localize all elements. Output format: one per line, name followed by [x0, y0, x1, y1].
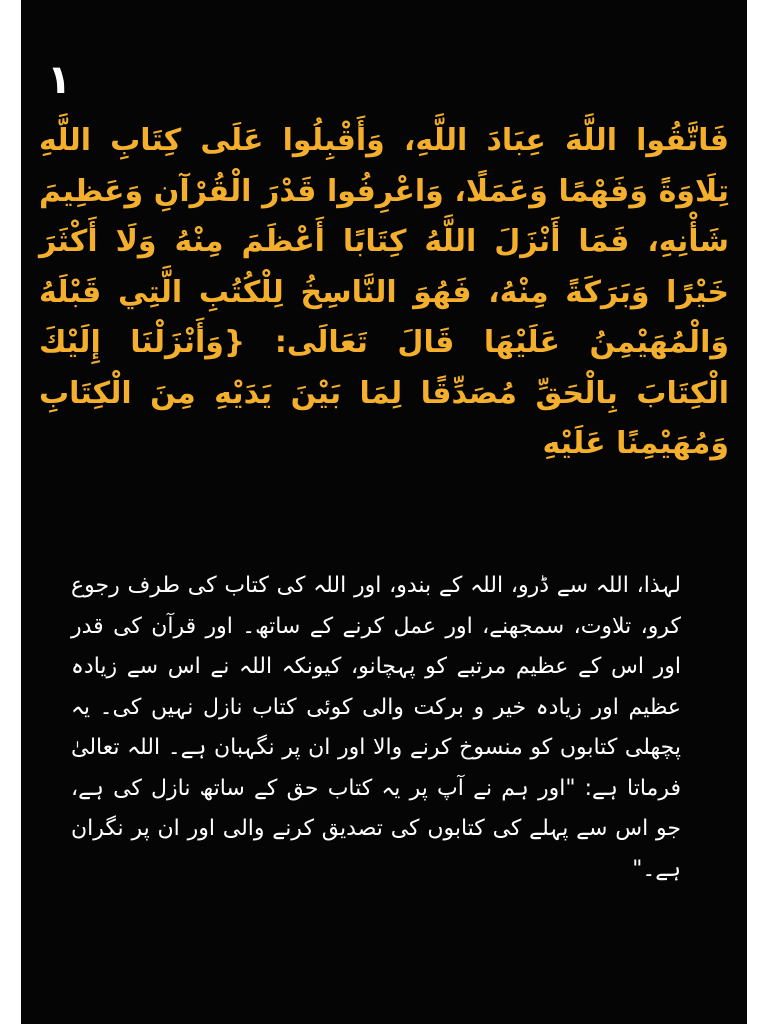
urdu-translation-paragraph: لہذا، اللہ سے ڈرو، اللہ کے بندو، اور اللہ کی کتاب کی طرف رجوع کرو، تلاوت، سمجھنے، اور عمل کرنے کے ساتھ۔ اور قرآن کی قدر اور اس کے عظیم مرتبے کو پہچانو، کیونکہ اللہ نے اس سے زیادہ عظیم اور زیادہ خیر و برکت والی کوئی کتاب نازل نہیں کی۔ یہ پچھلی کتابوں کو منسوخ کرنے والا اور ان پر نگہبان ہے۔ اللہ تعالیٰ فرماتا ہے: "اور ہم نے آپ پر یہ کتاب حق کے ساتھ نازل کی ہے، جو اس سے پہلے کی کتابوں کی تصدیق کرنے والی اور ان پر نگران ہے۔" [71, 573, 681, 882]
page-number: ١ [47, 57, 72, 103]
arabic-paragraph: فَاتَّقُوا اللَّهَ عِبَادَ اللَّهِ، وَأَقْبِلُوا عَلَى كِتَابِ اللَّهِ تِلَاوَةً وَفَهْمًا وَعَمَلًا، وَاعْرِفُوا قَدْرَ الْقُرْآنِ وَعَظِيمَ شَأْنِهِ، فَمَا أَنْزَلَ اللَّهُ كِتَابًا أَعْظَمَ مِنْهُ وَلَا أَكْثَرَ خَيْرًا وَبَرَكَةً مِنْهُ، فَهُوَ النَّاسِخُ لِلْكُتُبِ الَّتِي قَبْلَهُ وَالْمُهَيْمِنُ عَلَيْهَا قَالَ تَعَالَى: {وَأَنْزَلْنَا إِلَيْكَ الْكِتَابَ بِالْحَقِّ مُصَدِّقًا لِمَا بَيْنَ يَدَيْهِ مِنَ الْكِتَابِ وَمُهَيْمِنًا عَلَيْهِ [39, 123, 729, 461]
document-page [21, 0, 747, 1024]
